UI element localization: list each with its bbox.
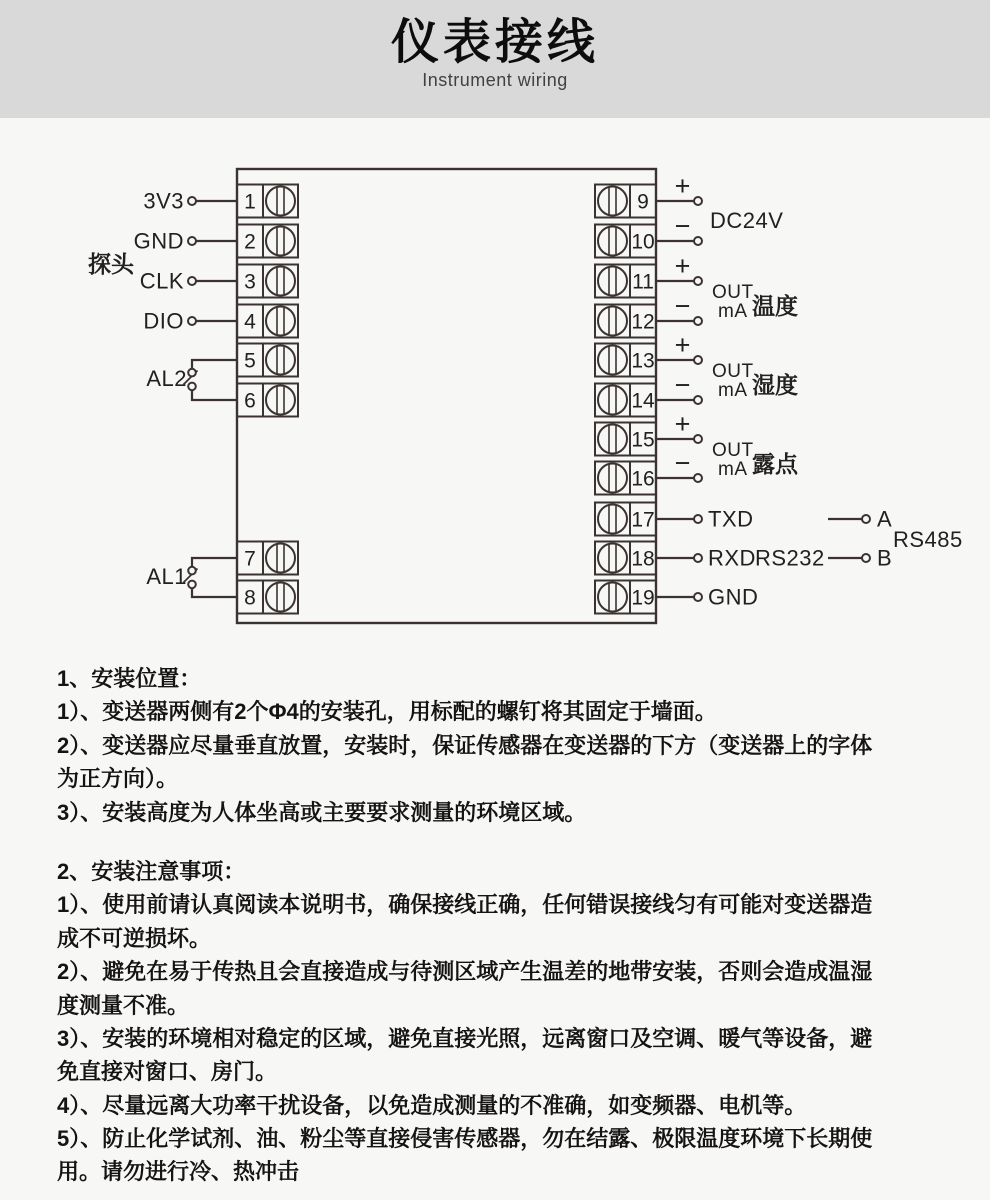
wiring-diagram: [0, 118, 990, 668]
note-line: 2、安装注意事项：: [57, 858, 246, 884]
txd-label: TXD: [708, 506, 754, 532]
dc24v-plus-sign: +: [674, 171, 691, 201]
note-line: 成不可逆损坏。: [57, 925, 212, 951]
node-3v3: [188, 197, 196, 205]
diagram-labels: [88, 171, 963, 610]
probe-label: 探头: [88, 251, 134, 277]
terminal-17-number: 17: [631, 508, 655, 532]
comm-gnd-label: GND: [708, 584, 759, 610]
note-line: 3）、安装高度为人体坐高或主要要求测量的环境区域。: [57, 799, 587, 825]
terminal-4-number: 4: [244, 310, 256, 334]
node-dio: [188, 317, 196, 325]
out-dew-plus-sign: +: [674, 409, 691, 439]
page-subtitle: Instrument wiring: [422, 69, 568, 90]
al1-label: AL1: [146, 564, 187, 589]
node-clk: [188, 277, 196, 285]
note-line: 度测量不准。: [57, 992, 190, 1018]
out-dew-name: 露点: [752, 451, 798, 477]
rs485-b-label: B: [877, 545, 893, 571]
node-out2-plus: [694, 356, 702, 364]
out-hum-name: 湿度: [752, 372, 798, 398]
terminal-2-number: 2: [244, 230, 256, 254]
node-out1-plus: [694, 277, 702, 285]
terminal-18-number: 18: [631, 547, 655, 571]
note-line: 免直接对窗口、房门。: [57, 1059, 278, 1085]
node-gnd-comm: [694, 593, 702, 601]
installation-notes: [57, 662, 972, 1189]
terminal-14-number: 14: [631, 389, 655, 413]
out-temp-minus-sign: −: [674, 291, 691, 321]
out-dew-minus-sign: −: [674, 448, 691, 478]
out-temp-name: 温度: [752, 293, 798, 319]
rs232-label: RS232: [755, 545, 825, 571]
pin-clk-label: CLK: [139, 268, 184, 294]
terminal-11-number: 11: [632, 270, 654, 294]
page-title: 仪表接线: [390, 16, 599, 69]
terminal-12-number: 12: [631, 310, 655, 334]
pin-3v3-label: 3V3: [143, 188, 184, 214]
out-temp-out-label: OUT: [712, 282, 754, 303]
terminal-16-number: 16: [631, 467, 655, 491]
pin-dio-label: DIO: [143, 308, 184, 334]
node-al1-top: [188, 567, 196, 575]
note-line: 5）、防止化学试剂、油、粉尘等直接侵害传感器，勿在结露、极限温度环境下长期使: [57, 1126, 873, 1152]
node-txd: [694, 515, 702, 523]
note-line: 2）、变送器应尽量垂直放置，安装时，保证传感器在变送器的下方（变送器上的字体: [57, 732, 873, 758]
note-line: 1、安装位置：: [57, 666, 202, 691]
node-rs485-a: [862, 515, 870, 523]
note-line: 2）、避免在易于传热且会直接造成与待测区域产生温差的地带安装，否则会造成温湿: [57, 959, 873, 985]
wire-al2: [192, 360, 237, 400]
terminal-8-number: 8: [244, 586, 256, 610]
node-rs485-b: [862, 554, 870, 562]
pin-gnd-label: GND: [133, 228, 184, 254]
out-dew-ma-label: mA: [718, 459, 748, 480]
page-header: [0, 0, 990, 118]
terminal-7-number: 7: [244, 547, 256, 571]
terminal-19-number: 19: [631, 586, 655, 610]
wire-al1: [192, 558, 237, 597]
node-out2-minus: [694, 396, 702, 404]
note-line: 3）、安装的环境相对稳定的区域，避免直接光照，远离窗口及空调、暖气等设备，避: [57, 1025, 873, 1051]
terminal-13-number: 13: [631, 349, 655, 373]
out-hum-minus-sign: −: [674, 370, 691, 400]
note-line: 1）、变送器两侧有2个Φ4的安装孔，用标配的螺钉将其固定于墙面。: [57, 699, 717, 725]
transmitter-body: [237, 169, 656, 623]
dc24v-label: DC24V: [710, 208, 784, 233]
terminal-9-number: 9: [637, 190, 649, 214]
node-dc24v-minus: [694, 237, 702, 245]
out-hum-ma-label: mA: [718, 380, 748, 401]
terminal-blocks: [237, 185, 656, 614]
note-line: 4）、尽量远离大功率干扰设备，以免造成测量的不准确，如变频器、电机等。: [57, 1092, 807, 1118]
terminal-15-number: 15: [631, 428, 655, 452]
terminal-10-number: 10: [631, 230, 655, 254]
node-al2-top: [188, 369, 196, 377]
node-al1-bottom: [188, 581, 196, 589]
out-temp-ma-label: mA: [718, 301, 748, 322]
note-line: 用。请勿进行冷、热冲击: [57, 1159, 300, 1185]
rs485-a-label: A: [877, 506, 893, 532]
wires: [184, 201, 863, 597]
node-dc24v-plus: [694, 197, 702, 205]
node-out3-plus: [694, 435, 702, 443]
terminal-6-number: 6: [244, 389, 256, 413]
out-hum-plus-sign: +: [674, 330, 691, 360]
install-position-section: [57, 662, 972, 829]
node-rxd: [694, 554, 702, 562]
out-temp-plus-sign: +: [674, 251, 691, 281]
al2-label: AL2: [146, 366, 187, 391]
terminal-3-number: 3: [244, 270, 256, 294]
install-precautions-section: [57, 855, 972, 1189]
dc24v-minus-sign: −: [674, 211, 691, 241]
node-out1-minus: [694, 317, 702, 325]
out-hum-out-label: OUT: [712, 361, 754, 382]
node-al2-bottom: [188, 383, 196, 391]
rs485-label: RS485: [893, 527, 963, 552]
out-dew-out-label: OUT: [712, 440, 754, 461]
terminal-5-number: 5: [244, 349, 256, 373]
terminal-1-number: 1: [244, 190, 256, 214]
note-line: 为正方向）。: [57, 766, 179, 792]
rxd-label: RXD: [708, 545, 756, 571]
node-out3-minus: [694, 474, 702, 482]
note-line: 1）、使用前请认真阅读本说明书，确保接线正确，任何错误接线匀有可能对变送器造: [57, 892, 873, 918]
node-gnd-probe: [188, 237, 196, 245]
